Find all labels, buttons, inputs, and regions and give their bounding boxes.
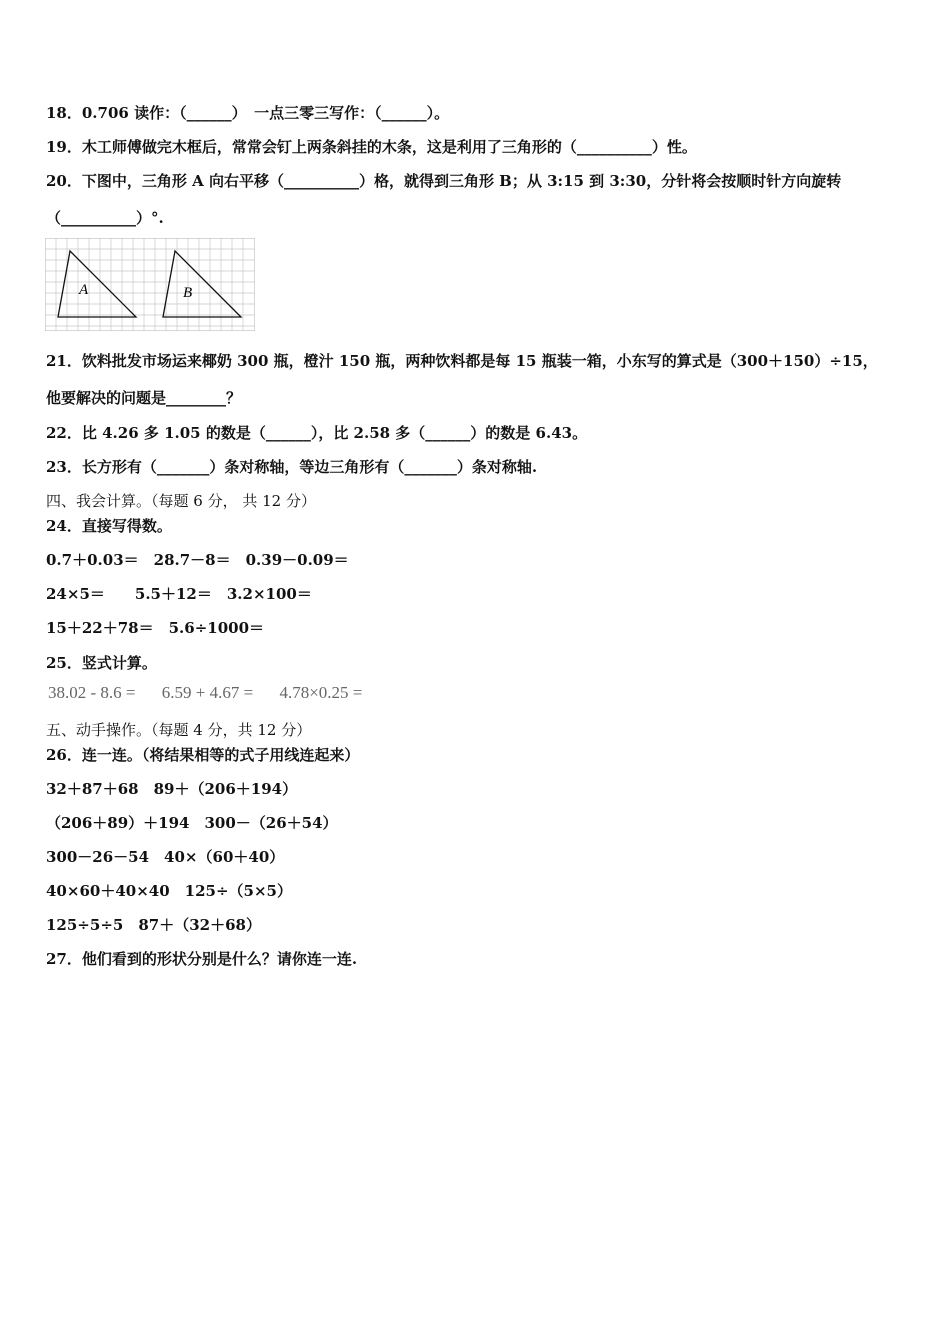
question-26-row-2: （206＋89）＋194 300－（26＋54） — [46, 814, 338, 832]
question-24-row-3: 15＋22＋78＝ 5.6÷1000＝ — [46, 619, 265, 637]
triangle-a — [58, 251, 136, 317]
question-26-row-1: 32＋87＋68 89＋（206＋194） — [46, 780, 298, 798]
question-21-line-2: 他要解决的问题是________？ — [46, 389, 242, 407]
question-20-line-2: （__________）°. — [46, 209, 164, 227]
triangle-b — [163, 251, 241, 317]
section-5-heading: 五、动手操作。（每题 4 分，共 12 分） — [46, 721, 312, 739]
question-27: 27．他们看到的形状分别是什么？请你连一连. — [46, 950, 358, 968]
question-19: 19．木工师傅做完木框后，常常会钉上两条斜挂的木条，这是利用了三角形的（__________）性。 — [46, 138, 697, 156]
question-20-line-1: 20．下图中，三角形 A 向右平移（__________）格，就得到三角形 B；从 3:15 到 3:30，分针将会按顺时针方向旋转 — [46, 172, 842, 190]
triangle-a-label: A — [79, 282, 89, 298]
question-22: 22．比 4.26 多 1.05 的数是（______），比 2.58 多（______）的数是 6.43。 — [46, 424, 588, 442]
question-23: 23．长方形有（_______）条对称轴，等边三角形有（_______）条对称轴. — [46, 458, 538, 476]
question-21-line-1: 21．饮料批发市场运来椰奶 300 瓶，橙汁 150 瓶，两种饮料都是每 15 瓶装一箱，小东写的算式是（300＋150）÷15， — [46, 352, 878, 370]
question-18: 18．0.706 读作：（______） 一点三零三写作：（______）。 — [46, 104, 450, 122]
question-26-row-3: 300－26－54 40×（60＋40） — [46, 848, 285, 866]
question-26-row-5: 125÷5÷5 87＋（32＋68） — [46, 916, 261, 934]
question-24-row-2: 24×5＝ 5.5＋12＝ 3.2×100＝ — [46, 585, 312, 603]
question-26-title: 26．连一连。（将结果相等的式子用线连起来） — [46, 746, 360, 764]
expression-2: 6.59 + 4.67 = — [161, 683, 254, 702]
expression-3: 4.78×0.25 = — [279, 683, 363, 702]
triangle-b-label: B — [183, 285, 193, 301]
triangle-grid-figure — [45, 238, 255, 331]
question-25-expressions — [48, 683, 384, 703]
expression-1: 38.02 - 8.6 = — [48, 683, 136, 702]
question-26-row-4: 40×60＋40×40 125÷（5×5） — [46, 882, 292, 900]
section-4-heading: 四、我会计算。（每题 6 分， 共 12 分） — [46, 492, 316, 510]
question-25-title: 25．竖式计算。 — [46, 654, 157, 672]
question-24-row-1: 0.7＋0.03＝ 28.7－8＝ 0.39－0.09＝ — [46, 551, 349, 569]
question-24-title: 24．直接写得数。 — [46, 517, 172, 535]
